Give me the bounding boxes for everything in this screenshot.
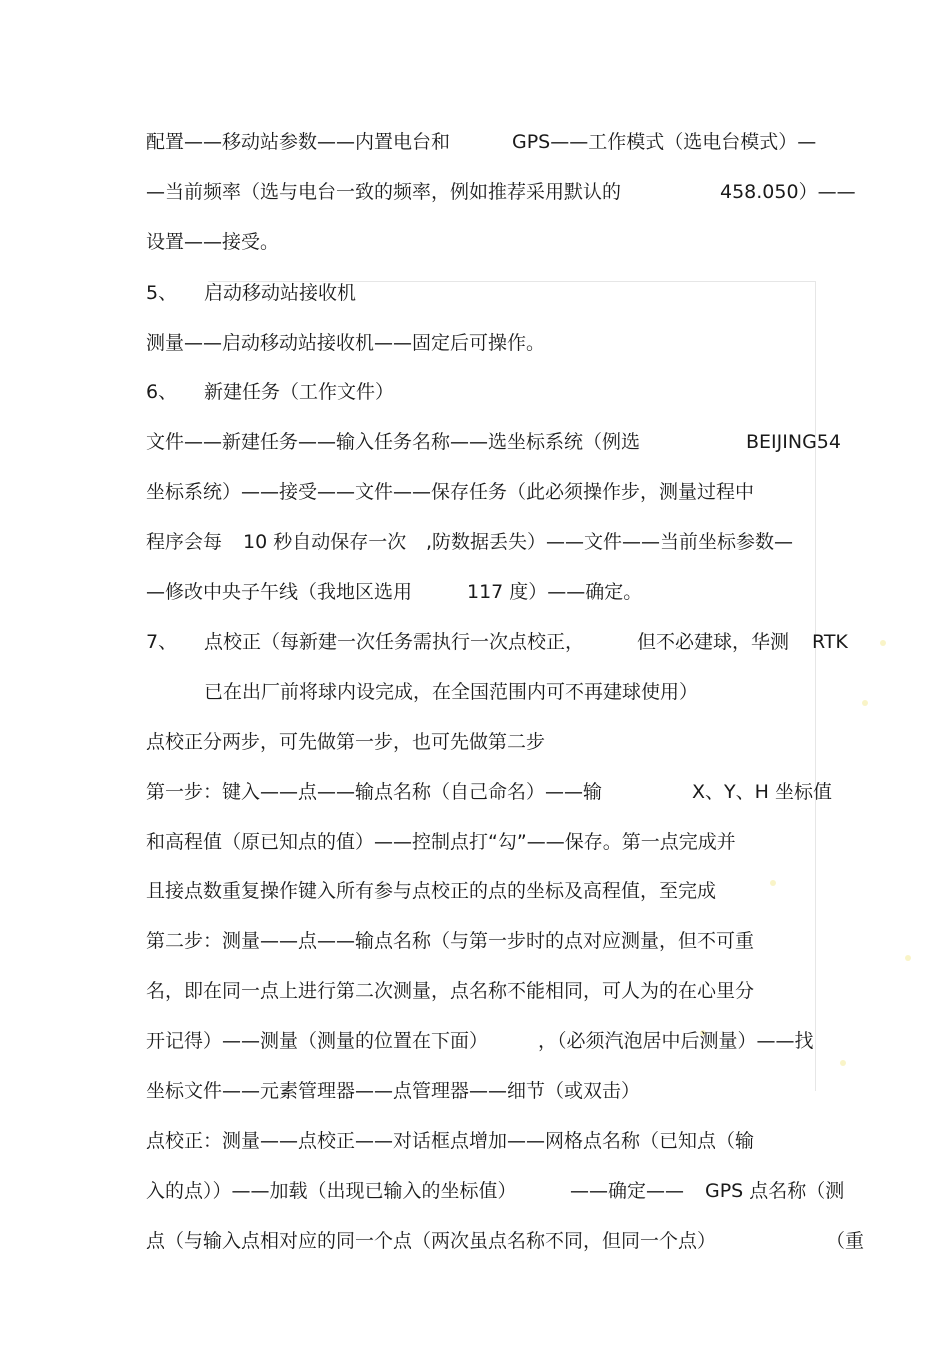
text-line: 配置——移动站参数——内置电台和 [146, 131, 451, 153]
text-line: X、Y、H 坐标值 [692, 781, 832, 803]
text-line: 点（与输入点相对应的同一个点（两次虽点名称不同，但同一个点） [146, 1230, 717, 1252]
section-number: 6、 [146, 381, 178, 403]
text-line: 点校正：测量——点校正——对话框点增加——网格点名称（已知点（输 [146, 1130, 755, 1152]
text-line: 458.050）—— [720, 181, 856, 203]
text-line: 第二步：测量——点——输点名称（与第一步时的点对应测量，但不可重 [146, 930, 755, 952]
section-heading: 点校正（每新建一次任务需执行一次点校正， [204, 631, 585, 653]
text-line: 设置——接受。 [146, 231, 280, 253]
section-number: 5、 [146, 282, 178, 304]
text-line: —当前频率（选与电台一致的频率，例如推荐采用默认的 [146, 181, 622, 203]
text-line: 程序会每 [146, 531, 223, 553]
text-line: 开记得）——测量（测量的位置在下面） [146, 1030, 489, 1052]
text-line: BEIJING54 [746, 431, 841, 453]
text-line: 117 度）——确定。 [467, 581, 643, 603]
text-line: ，（必须汽泡居中后测量）——找 [538, 1030, 814, 1052]
text-line: 且接点数重复操作键入所有参与点校正的点的坐标及高程值，至完成 [146, 880, 717, 902]
text-line: GPS——工作模式（选电台模式）— [512, 131, 817, 153]
frame-right-line [815, 281, 816, 1091]
section-heading: 新建任务（工作文件） [204, 381, 395, 403]
text-line: ,防数据丢失）——文件——当前坐标参数— [426, 531, 794, 553]
text-line: —修改中央子午线（我地区选用 [146, 581, 413, 603]
text-line: ——确定—— [570, 1180, 685, 1202]
text-line: 已在出厂前将球内设完成，在全国范围内可不再建球使用） [204, 681, 699, 703]
text-line: GPS 点名称（测 [705, 1180, 845, 1202]
watermark-dot [880, 640, 886, 646]
watermark-dot [770, 880, 776, 886]
section-heading: 但不必建球，华测 [637, 631, 790, 653]
section-number: 7、 [146, 631, 178, 653]
text-line: 10 秒自动保存一次 [243, 531, 407, 553]
watermark-dot [905, 955, 911, 961]
text-line: （重 [826, 1230, 865, 1252]
text-line: 文件——新建任务——输入任务名称——选坐标系统（例选 [146, 431, 641, 453]
text-line: 入的点））——加载（出现已输入的坐标值） [146, 1180, 517, 1202]
text-line: 和高程值（原已知点的值）——控制点打“勾”——保存。第一点完成并 [146, 831, 736, 853]
text-line: 测量——启动移动站接收机——固定后可操作。 [146, 332, 546, 354]
watermark-dot [862, 700, 868, 706]
text-line: 名，即在同一点上进行第二次测量，点名称不能相同，可人为的在心里分 [146, 980, 755, 1002]
text-line: 点校正分两步，可先做第一步，也可先做第二步 [146, 731, 546, 753]
section-heading: 启动移动站接收机 [204, 282, 357, 304]
section-heading: RTK [812, 631, 848, 653]
watermark-dot [840, 1060, 846, 1066]
text-line: 坐标文件——元素管理器——点管理器——细节（或双击） [146, 1080, 641, 1102]
text-line: 第一步：键入——点——输点名称（自己命名）——输 [146, 781, 603, 803]
text-line: 坐标系统）——接受——文件——保存任务（此必须操作步，测量过程中 [146, 481, 755, 503]
